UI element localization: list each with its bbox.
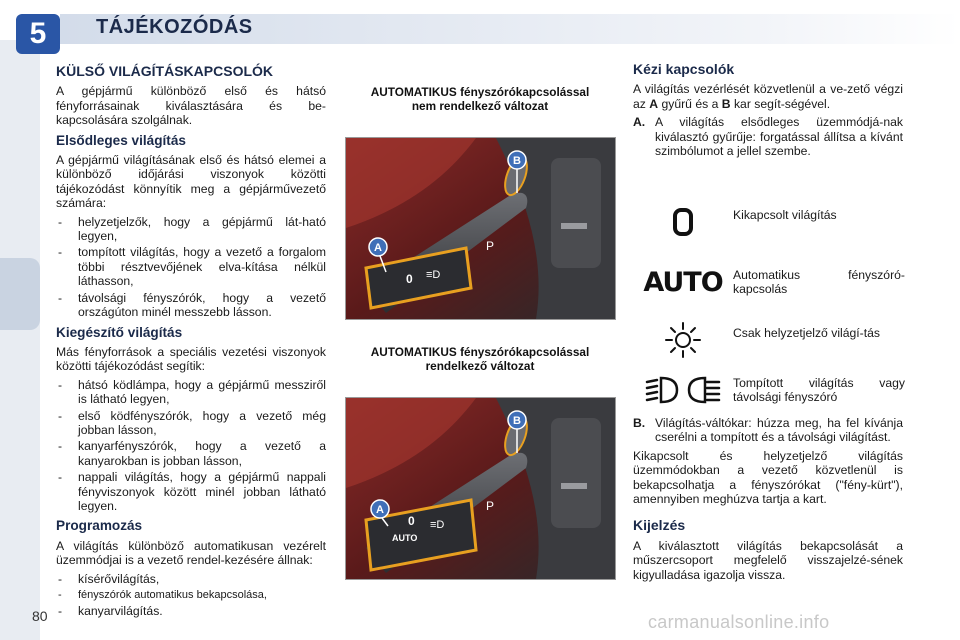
- page-title: TÁJÉKOZÓDÁS: [96, 16, 253, 38]
- icon-row-auto: [633, 262, 905, 302]
- stalk-photo-manual: [345, 137, 616, 320]
- extra-lighting-text: Más fényforrások a speciális vezetési viszonyok közötti tájékozódást segítik:: [56, 344, 326, 374]
- sidelight-icon: [633, 320, 733, 360]
- zero-icon: [633, 202, 733, 242]
- list-item: - első ködfényszórók, hogy a vezető még jobban lásson,: [56, 409, 326, 438]
- watermark: carmanualsonline.info: [648, 612, 830, 632]
- icon-row-off: [633, 202, 905, 242]
- icon-label: Csak helyzetjelző világí-tás: [733, 326, 880, 340]
- svg-text:≡D: ≡D: [430, 519, 445, 531]
- list-item: - nappali világítás, hogy a gépjármű nappali fényviszonyok között minél jobban látható legyen.: [56, 470, 326, 513]
- svg-text:B: B: [513, 415, 521, 427]
- page-number: 80: [32, 608, 48, 624]
- dipped-main-beam-icon: [633, 370, 733, 410]
- svg-text:P: P: [486, 499, 495, 513]
- primary-lighting-text: A gépjármű világításának első és hátsó elemei a különböző időjárási viszonyok közötti tájékozódást könnyítik meg a gépjárművezető számára:: [56, 153, 326, 211]
- icon-label: Kikapcsolt világítás: [733, 208, 837, 222]
- svg-text:A: A: [374, 242, 382, 254]
- manual-controls-intro: A világítás vezérlését közvetlenül a ve-zető végzi az A gyűrű és a B kar segít-ségével.: [633, 82, 903, 111]
- display-heading: Kijelzés: [633, 517, 686, 534]
- extra-lighting-list: [56, 378, 326, 514]
- list-item: - helyzetjelzők, hogy a gépjármű lát-ható legyen,: [56, 215, 326, 244]
- list-item: - hátsó ködlámpa, hogy a gépjármű messziről is látható legyen,: [56, 378, 326, 407]
- icon-row-beams: [633, 370, 905, 410]
- icon-label: Automatikus fényszóró-kapcsolás: [733, 268, 905, 297]
- auto-icon: AUTO: [643, 266, 723, 298]
- svg-text:A: A: [376, 504, 384, 516]
- list-item: - tompított világítás, hogy a vezető a forgalom többi résztvevőjének elva-kítása nélkül láthasson,: [56, 245, 326, 288]
- left-column: [56, 64, 326, 623]
- stalk-illustration: [346, 138, 615, 319]
- section-heading: KÜLSŐ VILÁGÍTÁSKAPCSOLÓK: [56, 63, 274, 79]
- chapter-side-tab: [0, 258, 40, 330]
- right-column-top: [633, 62, 903, 162]
- extra-lighting-heading: Kiegészítő világítás: [56, 324, 183, 340]
- primary-lighting-list: [56, 215, 326, 320]
- programming-list: [56, 572, 326, 619]
- list-item: - kísérővilágítás,: [56, 572, 326, 586]
- stalk-b-description: B. Világítás-váltókar: húzza meg, ha fel kívánja cserélni a tompított és a távolsági világítást.: [633, 416, 903, 445]
- chapter-number: 5: [16, 14, 60, 54]
- flash-text: Kikapcsolt és helyzetjelző világítás üzemmódokban a vezető közvetlenül is bekapcsolhatja a fényszórókat ("fény-kürt"), amennyiben meghúzva tartja a kart.: [633, 448, 903, 507]
- list-item: - kanyarfényszórók, hogy a vezető a kanyarokban is jobban lásson,: [56, 439, 326, 468]
- right-column-bottom: [633, 416, 903, 586]
- list-item: - fényszórók automatikus bekapcsolása,: [56, 588, 326, 602]
- svg-text:0: 0: [406, 272, 413, 286]
- svg-text:AUTO: AUTO: [392, 533, 418, 543]
- stalk-photo-auto: [345, 397, 616, 580]
- primary-lighting-heading: Elsődleges világítás: [56, 132, 186, 148]
- display-text: A kiválasztott világítás bekapcsolását a műszercsoport megfelelő visszajelzé-sének kigyulladása igazolja vissza.: [633, 538, 903, 582]
- icon-label: Tompított világítás vagy távolsági fényszóró: [733, 376, 905, 405]
- svg-text:P: P: [486, 239, 495, 253]
- stalk-illustration-auto: [346, 398, 615, 579]
- photo-caption-manual: AUTOMATIKUS fényszórókapcsolással nem rendelkező változat: [370, 85, 590, 113]
- photo-caption-auto: AUTOMATIKUS fényszórókapcsolással rendelkező változat: [370, 345, 590, 373]
- svg-text:B: B: [513, 155, 521, 167]
- icon-row-sidelight: [633, 320, 905, 360]
- left-margin-strip: [0, 40, 40, 640]
- ring-a-description: A. A világítás elsődleges üzemmódjá-nak kiválasztó gyűrűje: forgatással állítsa a kívánt szimbólumot a jellel szembe.: [633, 115, 903, 159]
- svg-text:≡D: ≡D: [426, 269, 441, 281]
- list-item: - kanyarvilágítás.: [56, 604, 326, 618]
- intro-paragraph: A gépjármű különböző első és hátsó fényforrásainak kiválasztására és be-kapcsolására szolgálnak.: [56, 84, 326, 128]
- svg-text:0: 0: [408, 514, 415, 528]
- manual-controls-heading: Kézi kapcsolók: [633, 61, 735, 77]
- programming-text: A világítás különböző automatikusan vezérelt üzemmódjai is a vezető rendel-kezésére állnak:: [56, 538, 326, 568]
- programming-heading: Programozás: [56, 518, 143, 534]
- list-item: - távolsági fényszórók, hogy a vezető országúton minél messzebb lásson.: [56, 291, 326, 320]
